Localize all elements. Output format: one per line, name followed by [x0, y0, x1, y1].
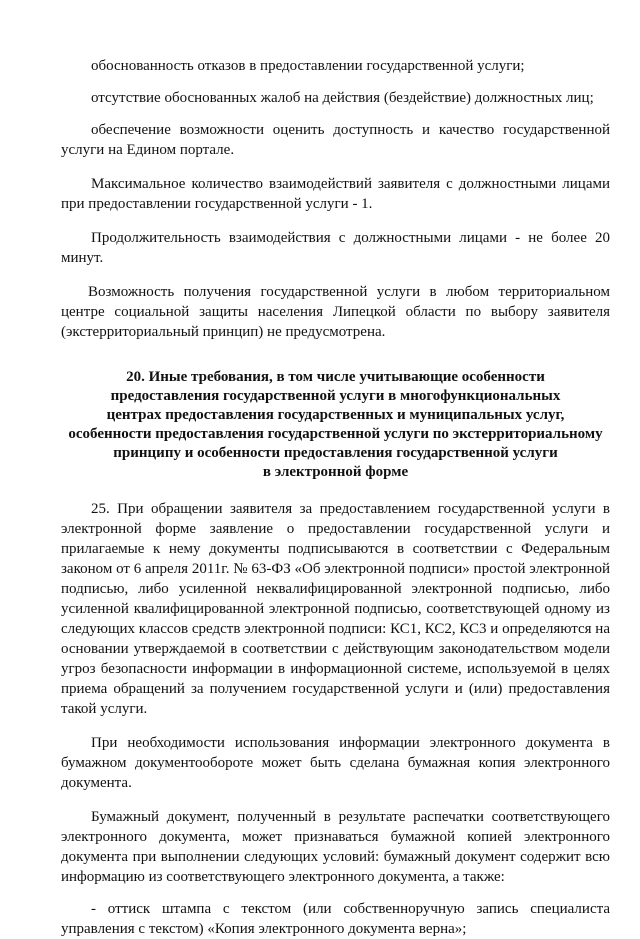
paragraph-complaints: отсутствие обоснованных жалоб на действия (бездействие) должностных лиц; [91, 90, 594, 106]
heading-line: в электронной форме [262, 464, 409, 480]
heading-line: принципу и особенности предоставления государственной услуги [113, 445, 558, 461]
paragraph-paper-document-conditions: Бумажный документ, полученный в результате распечатки соответствующего электронного документа, может признаваться бумажной копией электронного документа при выполнении следующих условий: бумажный документ содержит всю информацию из соответствующего электронного документа, а также: [61, 809, 610, 885]
paragraph-paper-copy: При необходимости использования информации электронного документа в бумажном документообороте может быть сделана бумажная копия электронного документа. [61, 735, 610, 791]
paragraph-extraterritorial: Возможность получения государственной услуги в любом территориальном центре социальной защиты населения Липецкой области по выбору заявителя (экстерриториальный принцип) не предусмотрена. [61, 284, 610, 340]
heading-line: предоставления государственной услуги в многофункциональных [110, 388, 561, 404]
paragraph-stamp-requirement: - оттиск штампа с текстом (или собственноручную запись специалиста управления с текстом) «Копия электронного документа верна»; [61, 901, 610, 937]
paragraph-25-electronic-signature: 25. При обращении заявителя за предоставлением государственной услуги в электронной форме заявление о предоставлении государственной услуги и прилагаемые к нему документы подписываются в соответствии с Федеральным законом от 6 апреля 2011г. № 63-ФЗ «Об электронной подписи» простой электронной подписью, либо усиленной неквалифицированной электронной подписью, либо усиленной квалифицированной электронной подписью, соответствующей одному из следующих классов средств электронной подписи: КС1, КС2, КС3 и определяются на основании утверждаемой в соответствии с действующим законодательством модели угроз безопасности информации в информационной системе, используемой в целях приема обращений за получением государственной услуги и (или) предоставления такой услуги. [61, 501, 610, 717]
section-heading [61, 368, 610, 482]
heading-line: 20. Иные требования, в том числе учитывающие особенности [126, 369, 545, 385]
paragraph-refusals: обоснованность отказов в предоставлении государственной услуги; [91, 58, 525, 74]
paragraph-interaction-duration: Продолжительность взаимодействия с должностными лицами - не более 20 минут. [61, 230, 610, 266]
heading-line: особенности предоставления государственной услуги по экстерриториальному [68, 426, 603, 442]
paragraph-max-interactions: Максимальное количество взаимодействий заявителя с должностными лицами при предоставлении государственной услуги - 1. [61, 176, 610, 212]
paragraph-portal-evaluation: обеспечение возможности оценить доступность и качество государственной услуги на Едином портале. [61, 122, 610, 158]
heading-line: центрах предоставления государственных и муниципальных услуг, [106, 407, 565, 423]
